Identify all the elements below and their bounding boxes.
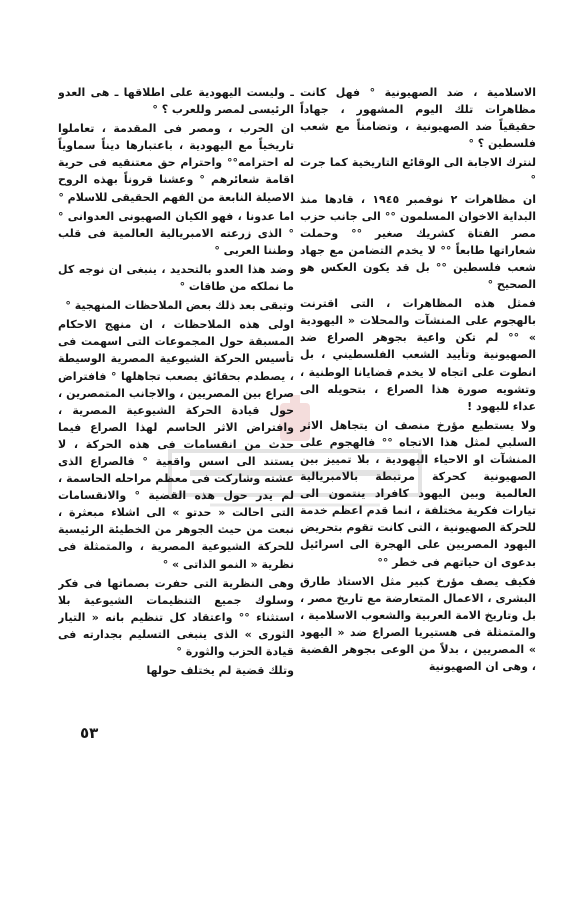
paragraph: ولا يستطيع مؤرخ منصف ان يتجاهل الاثر السلبي لمثل هذا الاتجاه °° فالهجوم على المنشآت او الاحياء اليهودية ، بلا تمييز بين الصهيونية كحركة مرتبطة بالامبريالية العالمية وبين اليهود كافراد ينتمون الى تيارات فكرية مختلفة ، انما قدم اعظم خدمة للحركة الصهيونية ، التى كانت تقوم بتحريض اليهود المصريين على الهجرة الى اسرائيل بدعوى ان حياتهم فى خطر °° xyxy=(300,418,536,569)
paragraph: وتبقى بعد ذلك بعض الملاحظات المنهجية ° xyxy=(65,299,294,313)
paragraph: لنترك الاجابة الى الوقائع التاريخية كما جرت ° xyxy=(300,156,536,187)
paragraph: فكيف يصف مؤرخ كبير مثل الاستاذ طارق البشرى ، الاعمال المتعارضة مع تاريخ مصر ، بل وتاريخ الامة العربية والشعوب الاسلامية ، والمتمثلة فى هستيريا الصراع ضد « اليهود » المصريين ، بدلاً من الوعى بجوهر القضية ، وهى ان الصهيونية xyxy=(300,574,536,674)
paragraph: وضد هذا العدو بالتحديد ، ينبغى ان نوجه كل ما نملكه من طاقات ° xyxy=(58,262,294,294)
paragraph: ان مظاهرات ٢ نوفمبر ١٩٤٥ ، قادها منذ البداية الاخوان المسلمون °° الى جانب حزب مصر الفتاة كشريك صغير °° وحملت شعاراتها طابعاً °° لا يخدم التضامن مع جهاد شعب فلسطين °° بل قد يكون العكس هو الصحيح ° xyxy=(300,192,536,292)
page-number: ٥٣ xyxy=(80,724,99,742)
right-column xyxy=(300,84,536,724)
paragraph: وهى النظرية التى حفرت بصماتها فى فكر وسلوك جميع التنظيمات الشيوعية بلا استثناء °° واعتقاد كل تنظيم بانه « التيار الثورى » الذى ينبغى التسليم بجدارته فى قيادة الحزب والثورة ° xyxy=(58,576,294,658)
paragraph: اولى هذه الملاحظات ، ان منهج الاحكام المسبقة حول المجموعات التى اسهمت فى تأسيس الحركة الشيوعية المصرية الوسيطة ، يصطدم بحقائق يصعب تجاهلها ° فافتراض صراع بين المصريين ، والاجانب المتمصرين ، حول قيادة الحركة الشيوعية المصرية ، وافتراض الاثر الحاسم لهذا الصراع فيما حدث من انقسامات فى هذه الحركة ، لا يستند الى اسس واقعية ° فالصراع الذى عشته وشاركت فى معظم مراحله الحاسمة ، لم يدر حول هذه القضية ° والانقسامات التى احالت « حدتو » الى اشلاء مبعثرة ، نبعت من حيث الجوهر من الخطيئة الرئيسية للحركة الشيوعية المصرية ، والمتمثلة فى نظرية « النمو الذاتى » ° xyxy=(58,318,294,571)
left-column xyxy=(58,84,294,724)
paragraph: الاسلامية ، ضد الصهيونية ° فهل كانت مظاهرات تلك اليوم المشهور ، جهاداً حقيقياً ضد الصهيونية ، وتضامناً مع شعب فلسطين ؟ ° xyxy=(300,86,536,151)
paragraph: ان الحرب ، ومصر فى المقدمة ، تعاملوا تاريخياً مع اليهودية ، باعتبارها ديناً سماوياً له احترامه°° واحترام حق معتنقيه فى حرية اقامة شعائرهم ° وعشنا قروناً بهذه الروح الاصيلة النابعة من الفهم الحقيقى للاسلام ° xyxy=(58,122,294,204)
paragraph: اما عدونا ، فهو الكيان الصهيونى العدوانى °° الذى زرعته الامبريالية العالمية فى قلب وطننا العربى ° xyxy=(58,209,294,257)
paragraph: ـ وليست اليهودية على اطلاقها ـ هى العدو الرئيسى لمصر وللعرب ؟ ° xyxy=(58,86,294,117)
paragraph: وتلك قضية لم يختلف حولها xyxy=(146,664,294,678)
paragraph: فمثل هذه المظاهرات ، التى اقترنت بالهجوم على المنشآت والمحلات « اليهودية » °° لم تكن واعية بجوهر الصراع ضد الصهيونية وتأييد الشعب الفلسطيني ، بل انطوت على اتجاه لا يخدم قضايانا الوطنية ، وتشويه صورة هذا الصراع ، بتحويله الى عداء لليهود ! xyxy=(300,297,536,413)
